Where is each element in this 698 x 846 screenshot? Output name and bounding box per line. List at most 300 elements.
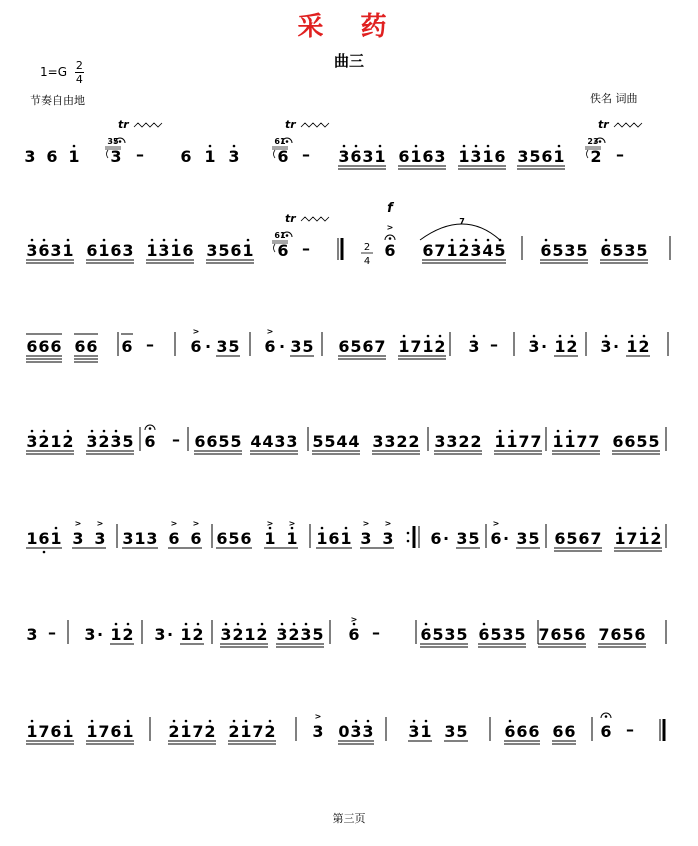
note: 6 <box>46 147 58 166</box>
augmentation-dot: · <box>278 337 286 356</box>
hold-dash: – <box>146 335 154 354</box>
high-octave-dot <box>511 430 514 433</box>
note: 2 <box>470 432 482 451</box>
note: 1 <box>552 432 564 451</box>
note: 1 <box>553 147 565 166</box>
high-octave-dot <box>175 239 178 242</box>
page-footer: 第三页 <box>332 812 366 825</box>
note: 1 <box>62 722 74 741</box>
note: 7 <box>410 337 422 356</box>
high-octave-dot <box>55 527 58 530</box>
grace-notes: 23 <box>587 137 599 146</box>
trill-wavy-line <box>301 123 329 127</box>
key-label: 1=G <box>40 65 67 79</box>
note: 2 <box>458 241 470 260</box>
high-octave-dot <box>403 335 406 338</box>
high-octave-dot <box>31 720 34 723</box>
note: 3 <box>502 625 514 644</box>
high-octave-dot <box>559 335 562 338</box>
high-octave-dot <box>499 430 502 433</box>
high-octave-dot <box>67 720 70 723</box>
note: 7 <box>374 337 386 356</box>
note: 1 <box>340 529 352 548</box>
note: 3 <box>470 147 482 166</box>
note: 3 <box>110 432 122 451</box>
note: 2 <box>434 337 446 356</box>
note: 5 <box>218 241 230 260</box>
trill-mark: tr <box>598 118 609 131</box>
note: 2 <box>458 432 470 451</box>
note: 1 <box>180 722 192 741</box>
accent-mark: > <box>362 519 370 528</box>
note: 3 <box>408 722 420 741</box>
note: 1 <box>614 529 626 548</box>
note: 3 <box>94 529 106 548</box>
high-octave-dot <box>533 335 536 338</box>
note: 2 <box>396 432 408 451</box>
hold-dash: – <box>490 335 498 354</box>
trill-mark: tr <box>285 118 296 131</box>
note: 3 <box>286 432 298 451</box>
note: 6 <box>348 625 360 644</box>
note: 2 <box>650 529 662 548</box>
note: 1 <box>564 432 576 451</box>
fermata-dot <box>389 237 392 240</box>
grace-slur <box>107 150 109 158</box>
high-octave-dot <box>509 720 512 723</box>
note: 7 <box>252 722 264 741</box>
note: 6 <box>490 529 502 548</box>
note: 3 <box>206 241 218 260</box>
note: 6 <box>494 147 506 166</box>
high-octave-dot <box>247 239 250 242</box>
note: 6 <box>74 337 86 356</box>
note: 6 <box>578 529 590 548</box>
note: 6 <box>540 241 552 260</box>
high-octave-dot <box>463 145 466 148</box>
note: 3 <box>146 529 158 548</box>
high-octave-dot <box>475 145 478 148</box>
high-octave-dot <box>209 720 212 723</box>
note: 3 <box>350 722 362 741</box>
note: 5 <box>456 625 468 644</box>
note: 1 <box>286 529 298 548</box>
hold-dash: – <box>172 430 180 449</box>
note: 3 <box>434 147 446 166</box>
accent-mark: > <box>266 519 274 528</box>
high-octave-dot <box>103 430 106 433</box>
note: 6 <box>38 529 50 548</box>
accent-mark: > <box>170 519 178 528</box>
note: 5 <box>468 529 480 548</box>
high-octave-dot <box>127 623 130 626</box>
augmentation-dot: · <box>96 625 104 644</box>
note: 6 <box>182 241 194 260</box>
dynamic-forte: f <box>387 201 393 216</box>
note: 3 <box>154 625 166 644</box>
high-octave-dot <box>67 239 70 242</box>
accent-mark: > <box>386 223 394 232</box>
high-octave-dot <box>225 623 228 626</box>
note: 6 <box>600 722 612 741</box>
note: 7 <box>538 625 550 644</box>
note: 3 <box>86 432 98 451</box>
note: 3 <box>362 722 374 741</box>
accent-mark: > <box>266 327 274 336</box>
note: 1 <box>26 529 38 548</box>
note: 6 <box>398 147 410 166</box>
high-octave-dot <box>321 527 324 530</box>
note: 2 <box>204 722 216 741</box>
note: 5 <box>562 625 574 644</box>
high-octave-dot <box>557 430 560 433</box>
accent-mark: > <box>288 519 296 528</box>
note: 3 <box>382 529 394 548</box>
tuplet-number: 7 <box>459 217 465 226</box>
high-octave-dot <box>127 720 130 723</box>
note: 3 <box>84 625 96 644</box>
high-octave-dot <box>91 720 94 723</box>
note: 5 <box>122 432 134 451</box>
accent-mark: > <box>492 519 500 528</box>
note: 6 <box>338 337 350 356</box>
note: 1 <box>50 529 62 548</box>
note: 5 <box>312 625 324 644</box>
augmentation-dot: · <box>204 337 212 356</box>
note: 1 <box>86 722 98 741</box>
grace-notes: 61 <box>274 231 286 240</box>
note: 6 <box>206 432 218 451</box>
note: 3 <box>122 241 134 260</box>
grace-slur <box>274 150 276 158</box>
high-octave-dot <box>569 430 572 433</box>
hold-dash: – <box>372 623 380 642</box>
note: 7 <box>192 722 204 741</box>
note: 6 <box>550 625 562 644</box>
note: 5 <box>228 529 240 548</box>
note: 3 <box>516 529 528 548</box>
note: 1 <box>62 241 74 260</box>
note: 3 <box>158 241 170 260</box>
note: 6 <box>541 147 553 166</box>
low-octave-dot <box>43 551 46 554</box>
note: 5 <box>566 529 578 548</box>
note: 3 <box>228 147 240 166</box>
note: 6 <box>554 529 566 548</box>
note: 3 <box>444 625 456 644</box>
note: 5 <box>576 241 588 260</box>
note: 7 <box>530 432 542 451</box>
note: 5 <box>528 529 540 548</box>
note: 5 <box>514 625 526 644</box>
note: 1 <box>458 147 470 166</box>
note: 3 <box>216 337 228 356</box>
high-octave-dot <box>237 623 240 626</box>
note: 7 <box>590 529 602 548</box>
note: 5 <box>552 241 564 260</box>
note: 6 <box>574 625 586 644</box>
note: 6 <box>216 529 228 548</box>
high-octave-dot <box>487 145 490 148</box>
accent-mark: > <box>192 519 200 528</box>
note: 6 <box>38 337 50 356</box>
high-octave-dot <box>355 720 358 723</box>
high-octave-dot <box>367 720 370 723</box>
note: 3 <box>624 241 636 260</box>
note: 2 <box>62 432 74 451</box>
note: 6 <box>240 529 252 548</box>
high-octave-dot <box>73 145 76 148</box>
accent-mark: > <box>314 712 322 721</box>
time-denominator: 4 <box>75 73 83 86</box>
note: 6 <box>168 529 180 548</box>
accent-mark: > <box>350 615 358 624</box>
high-octave-dot <box>619 527 622 530</box>
note: 1 <box>494 432 506 451</box>
note: 3 <box>362 147 374 166</box>
note: 1 <box>554 337 566 356</box>
high-octave-dot <box>413 720 416 723</box>
note: 6 <box>528 722 540 741</box>
note: 3 <box>600 337 612 356</box>
grace-notes: 35 <box>107 137 119 146</box>
grace-slur <box>587 150 589 158</box>
note: 6 <box>420 625 432 644</box>
note: 5 <box>218 432 230 451</box>
note: 5 <box>612 241 624 260</box>
note: 6 <box>600 241 612 260</box>
note: 3 <box>26 241 38 260</box>
note: 6 <box>504 722 516 741</box>
high-octave-dot <box>487 239 490 242</box>
note: 1 <box>98 241 110 260</box>
high-octave-dot <box>103 239 106 242</box>
note: 6 <box>38 241 50 260</box>
note: 6 <box>180 147 192 166</box>
note: 2 <box>256 625 268 644</box>
note: 1 <box>170 241 182 260</box>
note: 6 <box>422 147 434 166</box>
note: 3 <box>300 625 312 644</box>
note: 5 <box>456 722 468 741</box>
note: 3 <box>122 529 134 548</box>
note: 1 <box>240 722 252 741</box>
note: 1 <box>134 529 146 548</box>
augmentation-dot: · <box>166 625 174 644</box>
note: 1 <box>374 147 386 166</box>
note: 6 <box>86 241 98 260</box>
note: 2 <box>228 722 240 741</box>
note: 3 <box>26 432 38 451</box>
high-octave-dot <box>293 623 296 626</box>
note: 2 <box>638 337 650 356</box>
accent-mark: > <box>74 519 82 528</box>
note: 7 <box>588 432 600 451</box>
hold-dash: – <box>136 145 144 164</box>
note: 1 <box>638 529 650 548</box>
trill-mark: tr <box>285 212 296 225</box>
note: 3 <box>528 337 540 356</box>
trill-wavy-line <box>614 123 642 127</box>
note: 3 <box>360 529 372 548</box>
note: 5 <box>622 625 634 644</box>
score-title: 采 药 <box>297 12 401 42</box>
note: 6 <box>121 337 133 356</box>
score-subtitle: 曲三 <box>333 52 364 70</box>
high-octave-dot <box>425 720 428 723</box>
note: 2 <box>408 432 420 451</box>
high-octave-dot <box>655 527 658 530</box>
note: 5 <box>648 432 660 451</box>
note: 7 <box>598 625 610 644</box>
high-octave-dot <box>245 720 248 723</box>
note: 1 <box>204 147 216 166</box>
note: 5 <box>490 625 502 644</box>
high-octave-dot <box>475 239 478 242</box>
high-octave-dot <box>605 335 608 338</box>
note: 3 <box>517 147 529 166</box>
fermata-dot <box>599 140 602 143</box>
high-octave-dot <box>605 239 608 242</box>
grace-slur <box>274 244 276 252</box>
note: 1 <box>398 337 410 356</box>
high-octave-dot <box>643 335 646 338</box>
note: 6 <box>552 722 564 741</box>
note: 1 <box>122 722 134 741</box>
high-octave-dot <box>31 239 34 242</box>
note: 5 <box>324 432 336 451</box>
note: 5 <box>494 241 506 260</box>
high-octave-dot <box>305 623 308 626</box>
note: 6 <box>86 337 98 356</box>
note: 6 <box>610 625 622 644</box>
trill-wavy-line <box>134 123 162 127</box>
high-octave-dot <box>197 623 200 626</box>
repeat-dot <box>407 532 410 535</box>
note: 6 <box>624 432 636 451</box>
note: 5 <box>230 432 242 451</box>
accent-mark: > <box>384 519 392 528</box>
note: 3 <box>274 432 286 451</box>
note: 2 <box>590 147 602 166</box>
note: 3 <box>276 625 288 644</box>
note: 6 <box>190 337 202 356</box>
note: 2 <box>168 722 180 741</box>
note: 2 <box>566 337 578 356</box>
note: 3 <box>456 529 468 548</box>
high-octave-dot <box>427 335 430 338</box>
note: 7 <box>576 432 588 451</box>
note: 3 <box>468 337 480 356</box>
note: 3 <box>50 241 62 260</box>
hold-dash: – <box>302 239 310 258</box>
note: 3 <box>372 432 384 451</box>
high-octave-dot <box>281 623 284 626</box>
note: 6 <box>430 529 442 548</box>
note: 2 <box>232 625 244 644</box>
note: 7 <box>98 722 110 741</box>
hold-dash: – <box>48 623 56 642</box>
high-octave-dot <box>483 623 486 626</box>
note: 6 <box>478 625 490 644</box>
time-numerator-inline: 2 <box>363 242 371 253</box>
note: 1 <box>244 625 256 644</box>
grace-notes: 61 <box>274 137 286 146</box>
accent-mark: > <box>192 327 200 336</box>
note: 2 <box>288 625 300 644</box>
high-octave-dot <box>151 239 154 242</box>
note: 4 <box>348 432 360 451</box>
note: 6 <box>264 337 276 356</box>
note: 1 <box>50 432 62 451</box>
note: 6 <box>194 432 206 451</box>
note: 7 <box>626 529 638 548</box>
note: 5 <box>529 147 541 166</box>
note: 1 <box>446 241 458 260</box>
note: 6 <box>564 722 576 741</box>
trill-wavy-line <box>301 217 329 221</box>
note: 3 <box>470 241 482 260</box>
note: 6 <box>350 147 362 166</box>
high-octave-dot <box>185 720 188 723</box>
note: 2 <box>192 625 204 644</box>
augmentation-dot: · <box>540 337 548 356</box>
high-octave-dot <box>209 145 212 148</box>
note: 0 <box>338 722 350 741</box>
note: 1 <box>410 147 422 166</box>
high-octave-dot <box>415 145 418 148</box>
note: 6 <box>230 241 242 260</box>
note: 3 <box>384 432 396 451</box>
note: 6 <box>26 337 38 356</box>
tempo-marking: 节奏自由地 <box>30 94 85 107</box>
note: 1 <box>68 147 80 166</box>
fermata-dot <box>149 427 152 430</box>
high-octave-dot <box>558 145 561 148</box>
note: 6 <box>110 722 122 741</box>
high-octave-dot <box>545 239 548 242</box>
high-octave-dot <box>643 527 646 530</box>
note: 3 <box>72 529 84 548</box>
note: 6 <box>144 432 156 451</box>
note: 2 <box>264 722 276 741</box>
note: 3 <box>434 432 446 451</box>
note: 6 <box>50 722 62 741</box>
note: 3 <box>110 147 122 166</box>
note: 3 <box>312 722 324 741</box>
hold-dash: – <box>616 145 624 164</box>
note: 4 <box>336 432 348 451</box>
note: 5 <box>228 337 240 356</box>
note: 1 <box>264 529 276 548</box>
note: 6 <box>190 529 202 548</box>
note: 7 <box>38 722 50 741</box>
note: 4 <box>262 432 274 451</box>
note: 5 <box>432 625 444 644</box>
high-octave-dot <box>571 335 574 338</box>
trill-mark: tr <box>118 118 129 131</box>
note: 3 <box>564 241 576 260</box>
note: 1 <box>482 147 494 166</box>
note: 1 <box>110 625 122 644</box>
note: 6 <box>634 625 646 644</box>
high-octave-dot <box>343 145 346 148</box>
note: 3 <box>26 625 38 644</box>
augmentation-dot: · <box>612 337 620 356</box>
high-octave-dot <box>379 145 382 148</box>
high-octave-dot <box>233 145 236 148</box>
high-octave-dot <box>355 145 358 148</box>
